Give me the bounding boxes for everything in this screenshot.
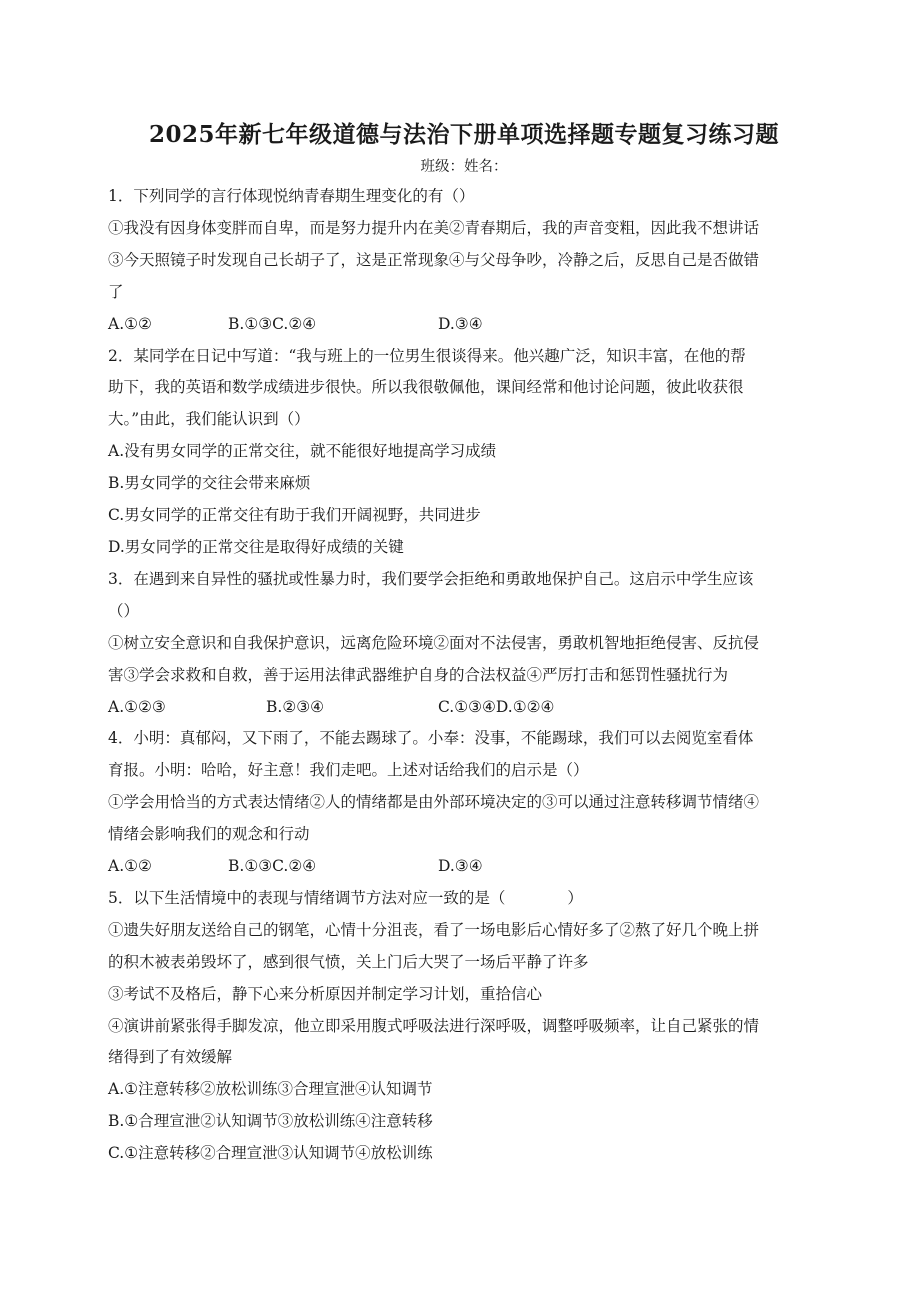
answer-options — [108, 851, 820, 883]
option-d: D.男女同学的正常交往是取得好成绩的关键 — [108, 537, 404, 556]
question-5 — [108, 883, 820, 1170]
question-text: ③考试不及格后，静下心来分析原因并制定学习计划，重拾信心 — [108, 984, 543, 1003]
question-text: 育报。小明：哈哈，好主意！我们走吧。上述对话给我们的启示是（） — [108, 761, 589, 780]
option-c: C.①注意转移②合理宣泄③认知调节④放松训练 — [108, 1144, 433, 1163]
question-text: （） — [108, 601, 140, 620]
question-text: ①我没有因身体变胖而自卑，而是努力提升内在美②青春期后，我的声音变粗，因此我不想讲话 — [108, 218, 760, 237]
option-a: A.没有男女同学的正常交往，就不能很好地提高学习成绩 — [108, 442, 497, 461]
option-b: B.①合理宣泄②认知调节③放松训练④注意转移 — [108, 1112, 433, 1131]
option-a: A.①注意转移②放松训练③合理宣泄④认知调节 — [108, 1080, 433, 1099]
option-d: D.③④ — [438, 314, 483, 333]
question-text: 绪得到了有效缓解 — [108, 1048, 233, 1067]
question-stem: 1．下列同学的言行体现悦纳青春期生理变化的有（） — [108, 187, 475, 205]
option-d: D.③④ — [438, 857, 483, 876]
document-title: 2025年新七年级道德与法治下册单项选择题专题复习练习题 — [148, 121, 779, 148]
question-text: 大。”由此，我们能认识到（） — [108, 410, 310, 429]
option-c: C.男女同学的正常交往有助于我们开阔视野，共同进步 — [108, 506, 481, 525]
question-stem: 4．小明：真郁闷，又下雨了，不能去踢球了。小奉：没事，不能踢球，我们可以去阅览室看体 — [108, 729, 754, 748]
question-text: 情绪会影响我们的观念和行动 — [108, 825, 310, 844]
question-text: 害③学会求救和自救，善于运用法律武器维护自身的合法权益④严厉打击和惩罚性骚扰行为 — [108, 665, 729, 684]
option-a: A.①② — [108, 314, 152, 333]
question-text: ④演讲前紧张得手脚发凉，他立即采用腹式呼吸法进行深呼吸，调整呼吸频率，让自己紧张的情 — [108, 1016, 760, 1035]
question-4 — [108, 723, 820, 883]
question-stem: 5．以下生活情境中的表现与情绪调节方法对应一致的是（ ） — [108, 888, 583, 907]
question-text: ①学会用恰当的方式表达情绪②人的情绪都是由外部环境决定的③可以通过注意转移调节情绪④ — [108, 793, 760, 812]
question-text: 的积木被表弟毁坏了，感到很气愤，关上门后大哭了一场后平静了许多 — [108, 952, 589, 971]
question-3 — [108, 564, 820, 724]
option-b: B.男女同学的交往会带来麻烦 — [108, 474, 311, 493]
question-text: 助下，我的英语和数学成绩进步很快。所以我很敬佩他，课间经常和他讨论问题，彼此收获很 — [108, 378, 744, 397]
question-2 — [108, 341, 820, 564]
answer-options — [108, 309, 820, 341]
question-stem: 2．某同学在日记中写道：“我与班上的一位男生很谈得来。他兴趣广泛，知识丰富，在他的帮 — [108, 346, 746, 365]
question-stem: 3．在遇到来自异性的骚扰或性暴力时，我们要学会拒绝和勇敢地保护自己。这启示中学生应该 — [108, 569, 754, 588]
option-c-d: C.①③④D.①②④ — [438, 697, 555, 716]
option-a: A.①② — [108, 857, 152, 876]
question-text: ①遗失好朋友送给自己的钢笔，心情十分沮丧，看了一场电影后心情好多了②熬了好几个晚上拼 — [108, 920, 760, 939]
option-b-c: B.①③C.②④ — [228, 857, 317, 876]
question-text: ③今天照镜子时发现自己长胡子了，这是正常现象④与父母争吵，冷静之后，反思自己是否做错 — [108, 250, 760, 269]
option-a: A.①②③ — [108, 697, 166, 716]
question-1 — [108, 181, 820, 341]
question-text: 了 — [108, 282, 124, 301]
option-b-c: B.①③C.②④ — [228, 314, 317, 333]
class-name-field: 班级：姓名： — [420, 159, 508, 175]
option-b: B.②③④ — [266, 697, 325, 716]
answer-options — [108, 692, 820, 724]
question-text: ①树立安全意识和自我保护意识，远离危险环境②面对不法侵害，勇敢机智地拒绝侵害、反抗侵 — [108, 633, 760, 652]
